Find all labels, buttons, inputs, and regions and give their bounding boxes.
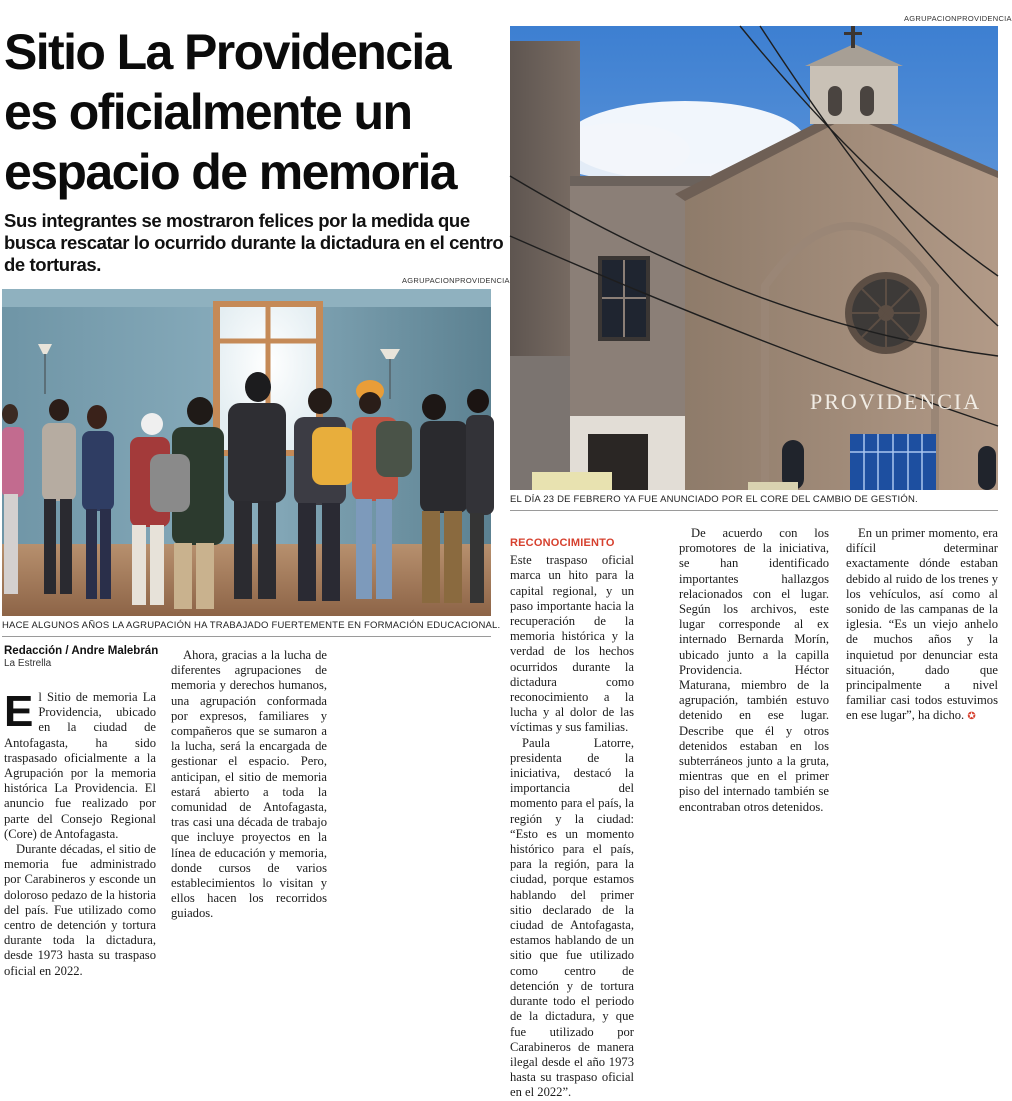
headline-line-3: espacio de memoria	[4, 144, 456, 200]
article-column-5	[679, 526, 829, 868]
subhead: Sus integrantes se mostraron felices por la medida que busca rescatar lo ocurrido durante la dictadura en el centro de torturas.	[4, 210, 504, 275]
byline	[4, 645, 184, 669]
article-lead-paragraph	[4, 687, 156, 842]
caption-rule-left	[2, 636, 491, 637]
article-paragraph-7	[846, 526, 998, 725]
photo-right-credit: AGRUPACIONPROVIDENCIA	[904, 14, 1012, 23]
facade-lettering: PROVIDENCIA	[810, 389, 982, 414]
article-paragraph-6: De acuerdo con los promotores de la iniciativa, se han identificado importantes hallazgos relacionados con el lugar. Según los archivos, este lugar corresponde al ex internado Bernarda Morín, ubicado junto a la capilla Providencia. Héctor Maturana, miembro de la agrupación, también estuvo detenido en ese lugar. Describe que él y otros detenidos estaban en los subterráneos junto a la gruta, mientras que en el primer piso del internado también se encontraban otros detenidos.	[679, 526, 829, 814]
headline	[4, 22, 504, 202]
photo-providencia-building	[510, 26, 998, 490]
article-column-2	[171, 648, 327, 921]
section-head-reconocimiento: RECONOCIMIENTO	[510, 537, 615, 549]
dropcap: E	[4, 687, 34, 736]
photo-left-credit: AGRUPACIONPROVIDENCIA	[402, 276, 510, 285]
article-column-1	[4, 687, 156, 978]
end-mark-icon: ✪	[967, 711, 976, 723]
article-paragraph-3: Ahora, gracias a la lucha de diferentes agrupaciones de memoria y derechos humanos, una agrupación conformada por expresos, familiares y compañeros que se sumaron a la lucha, será la encargada de gestionar el espacio. Pero, anticipan, el sitio de memoria estará abierto a toda la comunidad de Antofagasta, tras casi una década de trabajo que incluye proyectos en la línea de educación y memoria, donde cursos de varios establecimientos lo visitan y ellos hacen los recorridos guiados.	[171, 648, 327, 921]
article-paragraph-7-text: En un primer momento, era difícil determinar exactamente dónde estaban debido al ruido de los trenes y los vehículos, así como al sonido de las campanas de la iglesia. “Es un viejo anhelo de muchos años y la inquietud por denunciar esta situación, dado que principalmente a nivel familiar casi todos estuvimos en ese lugar”, ha dicho.	[846, 526, 998, 723]
article-lead-text: l Sitio de memoria La Providencia, ubicado en la ciudad de Antofagasta, ha sido traspasado oficialmente a la Agrupación por la memoria histórica La Providencia. El anuncio fue realizado por parte del Consejo Regional (Core) de Antofagasta.	[4, 690, 156, 841]
article-column-4	[510, 526, 634, 1100]
byline-author: Redacción / Andre Malebrán	[4, 645, 159, 657]
article-column-6	[846, 526, 998, 868]
photo-providencia-building-image	[510, 26, 998, 490]
article-paragraph-5: Paula Latorre, presidenta de la iniciativa, destacó la importancia del momento para el país, la región y la ciudad: “Esto es un momento histórico para el país, para la región, para la ciudad, porque estamos hablando del primer sitio declarado de la ciudad de Antofagasta, estamos hablando de un sitio que fue utilizado como centro de detención y de tortura durante todo el periodo de la dictadura, y que fue utilizado por Carabineros de manera ilegal desde el año 1973 hasta su traspaso oficial en el 2022”.	[510, 735, 634, 1100]
headline-line-1: Sitio La Providencia	[4, 24, 450, 80]
photo-left-caption: HACE ALGUNOS AÑOS LA AGRUPACIÓN HA TRABAJADO FUERTEMENTE EN FORMACIÓN EDUCACIONAL.	[2, 620, 501, 631]
headline-line-2: es oficialmente un	[4, 84, 412, 140]
photo-right-caption: EL DÍA 23 DE FEBRERO YA FUE ANUNCIADO POR EL CORE DEL CAMBIO DE GESTIÓN.	[510, 494, 918, 505]
byline-outlet: La Estrella	[4, 658, 52, 669]
photo-group-visit	[2, 289, 491, 616]
caption-rule-right	[510, 510, 998, 511]
photo-group-visit-image	[2, 289, 491, 616]
article-paragraph-4: Este traspaso oficial marca un hito para la capital regional, y un paso importante hacia la recuperación de la memoria histórica y la verdad de los hechos ocurridos durante la dictadura como reconocimiento a la lucha y al dolor de las víctimas y sus familias.	[510, 553, 634, 735]
article-paragraph-2: Durante décadas, el sitio de memoria fue administrado por Carabineros y esconde un doloroso pedazo de la historia del país. Fue utilizado como centro de detención y tortura durante toda la dictadura, desde 1973 hasta su traspaso oficial en 2022.	[4, 842, 156, 978]
